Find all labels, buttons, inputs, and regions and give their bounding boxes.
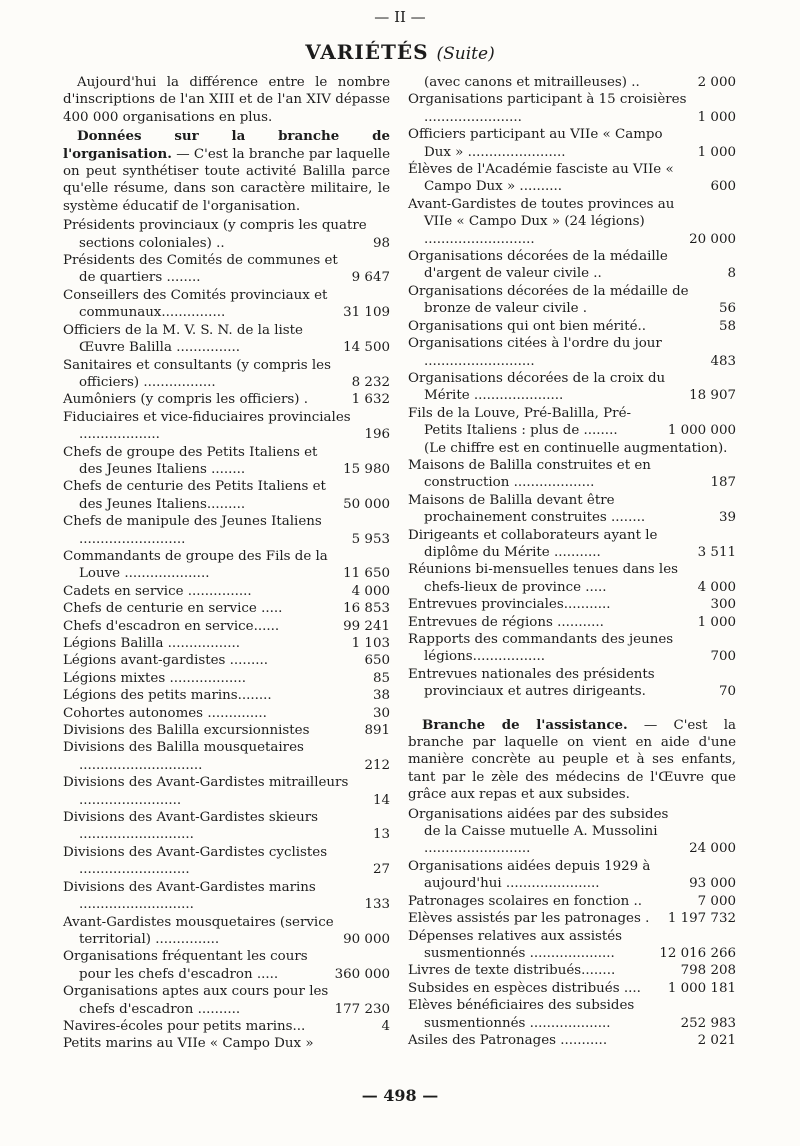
- item-value: 98: [372, 235, 390, 251]
- page-title: [0, 40, 800, 64]
- item-label: Cohortes autonomes ..............: [63, 705, 267, 721]
- statistics-list-right: [408, 74, 736, 701]
- item-label: Chefs de centurie des Petits Italiens et des Jeunes Italiens.........: [63, 479, 326, 512]
- item-value: 4 000: [697, 579, 736, 595]
- item-value: 38: [372, 688, 390, 704]
- list-item: [408, 161, 736, 196]
- item-label: Fiduciaires et vice-fiduciaires provinciales ...................: [63, 409, 351, 443]
- list-item: [63, 478, 390, 513]
- list-item: [408, 370, 736, 405]
- item-label: Conseillers des Comités provinciaux et communaux...............: [63, 287, 328, 321]
- section-text-assistance: — C'est la branche par laquelle on vient en aide d'une manière concrète au peuple et à ses enfants, tant par le zèle des médecins de l'Œuvre que grâce aux repas et aux subsides.: [408, 717, 736, 803]
- item-value: 31 109: [343, 305, 390, 321]
- list-item: [408, 910, 736, 927]
- item-label: (Le chiffre est en continuelle augmentation).: [424, 440, 728, 456]
- item-label: Divisions des Avant-Gardistes skieurs ...........................: [63, 810, 318, 843]
- list-item: [408, 126, 736, 161]
- running-header: — II —: [374, 8, 426, 26]
- item-value: 1 000: [697, 109, 736, 125]
- item-label: Sanitaires et consultants (y compris les officiers) .................: [63, 357, 331, 390]
- list-item: [63, 600, 390, 617]
- item-label: Elèves bénéficiaires des subsides susmentionnés ...................: [408, 998, 635, 1031]
- item-value: 8: [727, 266, 736, 282]
- list-item: [63, 618, 390, 635]
- item-value: 5 953: [351, 531, 390, 547]
- list-item: [63, 217, 390, 252]
- item-label: Elèves assistés par les patronages .: [408, 911, 650, 927]
- item-label: Rapports des commandants des jeunes légions.................: [408, 632, 674, 665]
- item-label: Organisations participant à 15 croisières .......................: [408, 92, 687, 125]
- item-value: 99 241: [343, 618, 390, 634]
- item-label: Cadets en service ...............: [63, 583, 252, 599]
- item-label: Entrevues nationales des présidents provinciaux et autres dirigeants.: [408, 666, 655, 700]
- list-item: [63, 391, 390, 408]
- item-value: 300: [710, 597, 736, 613]
- left-column: [63, 74, 390, 1053]
- right-column: [408, 74, 736, 1049]
- list-item: [408, 980, 736, 997]
- item-value: 85: [372, 670, 390, 686]
- item-label: Entrevues provinciales...........: [408, 597, 611, 613]
- item-value: 650: [364, 653, 390, 669]
- list-item: [408, 335, 736, 370]
- list-item: [63, 722, 390, 739]
- item-label: Chefs de centurie en service .....: [63, 601, 283, 617]
- list-item: [63, 774, 390, 809]
- item-value: 891: [364, 723, 390, 739]
- list-item: [408, 596, 736, 613]
- list-item: [63, 670, 390, 687]
- item-value: 27: [372, 862, 390, 878]
- item-value: 4: [381, 1018, 390, 1034]
- list-item: [63, 1018, 390, 1035]
- item-label: Petits marins au VIIe « Campo Dux »: [63, 1036, 314, 1052]
- item-label: Organisations aidées par des subsides de la Caisse mutuelle A. Mussolini .........................: [408, 806, 669, 857]
- statistics-list-assistance: [408, 806, 736, 1050]
- item-value: 16 853: [343, 601, 390, 617]
- list-item: [408, 74, 736, 91]
- item-value: 1 103: [351, 636, 390, 651]
- item-value: 2 000: [697, 75, 736, 90]
- item-value: 360 000: [334, 966, 390, 982]
- list-item: [408, 631, 736, 666]
- list-item: [63, 635, 390, 652]
- title-subtitle: (Suite): [436, 44, 495, 64]
- list-item: [408, 858, 736, 893]
- item-value: 196: [364, 427, 390, 443]
- item-value: 187: [710, 475, 736, 491]
- item-value: 58: [718, 318, 736, 334]
- item-value: 9 647: [351, 270, 390, 286]
- item-label: Navires-écoles pour petits marins...: [63, 1018, 306, 1034]
- section-paragraph-organisation: [63, 128, 390, 215]
- item-value: 1 197 732: [667, 911, 736, 927]
- item-value: 1 632: [351, 392, 390, 408]
- list-item: [408, 248, 736, 283]
- title-main: VARIÉTÉS: [305, 40, 429, 64]
- item-label: Chefs d'escadron en service......: [63, 618, 280, 634]
- list-item: [408, 1032, 736, 1049]
- item-label: Présidents des Comités de communes et de quartiers ........: [63, 253, 338, 286]
- list-item: [408, 283, 736, 318]
- item-label: Dépenses relatives aux assistés susmentionnés ....................: [408, 928, 623, 961]
- section-heading-assistance: Branche de l'assistance.: [422, 716, 628, 733]
- list-item: [63, 444, 390, 479]
- page-number: — 498 —: [361, 1086, 439, 1105]
- item-label: Dirigeants et collaborateurs ayant le diplôme du Mérite ...........: [408, 527, 658, 560]
- item-label: Officiers participant au VIIe « Campo Dux » .......................: [408, 127, 663, 160]
- item-value: 24 000: [689, 841, 736, 857]
- item-value: 4 000: [351, 583, 390, 599]
- item-value: 798 208: [680, 963, 736, 979]
- list-item: [63, 879, 390, 914]
- item-label: Divisions des Avant-Gardistes mitrailleurs ........................: [63, 775, 349, 808]
- item-label: Élèves de l'Académie fasciste au VIIe « Campo Dux » ..........: [408, 162, 674, 195]
- statistics-list-left: [63, 217, 390, 1053]
- item-value: 177 230: [334, 1001, 390, 1017]
- item-label: Divisions des Avant-Gardistes cyclistes ..........................: [63, 844, 328, 878]
- list-item: [63, 809, 390, 844]
- item-label: Fils de la Louve, Pré-Balilla, Pré-Petits Italiens : plus de ........: [408, 405, 632, 439]
- item-label: Présidents provinciaux (y compris les quatre sections coloniales) ..: [63, 218, 367, 251]
- item-label: Patronages scolaires en fonction ..: [408, 893, 642, 909]
- list-item: [408, 614, 736, 631]
- item-label: Organisations citées à l'ordre du jour ..........................: [408, 336, 662, 369]
- item-value: 1 000 181: [667, 980, 736, 996]
- item-value: 14 500: [343, 340, 390, 356]
- list-item: [408, 405, 736, 440]
- item-label: Organisations décorées de la médaille de bronze de valeur civile .: [408, 283, 689, 317]
- list-item: [408, 997, 736, 1032]
- item-label: Organisations aidées depuis 1929 à aujourd'hui ......................: [408, 858, 651, 892]
- list-item: [408, 806, 736, 858]
- item-label: Chefs de groupe des Petits Italiens et des Jeunes Italiens ........: [63, 444, 318, 477]
- item-value: 20 000: [689, 231, 736, 247]
- item-label: Divisions des Avant-Gardistes marins ...........................: [63, 879, 316, 913]
- item-label: Livres de texte distribués........: [408, 963, 616, 979]
- list-item: [63, 652, 390, 669]
- item-label: Divisions des Balilla excursionnistes: [63, 723, 310, 739]
- item-label: Organisations aptes aux cours pour les chefs d'escadron ..........: [63, 984, 329, 1017]
- item-label: Maisons de Balilla devant être prochainement construites ........: [408, 492, 646, 526]
- item-value: 2 021: [697, 1032, 736, 1048]
- item-value: 15 980: [343, 461, 390, 477]
- item-value: 1 000 000: [667, 423, 736, 439]
- item-label: Légions mixtes ..................: [63, 670, 247, 686]
- item-label: Maisons de Balilla construites et en construction ...................: [408, 457, 651, 491]
- list-item: [63, 948, 390, 983]
- list-item: [408, 457, 736, 492]
- item-label: Avant-Gardistes mousquetaires (service territorial) ...............: [63, 914, 334, 947]
- list-item: [408, 962, 736, 979]
- item-value: 90 000: [343, 931, 390, 947]
- item-value: 18 907: [689, 388, 736, 404]
- section-paragraph-assistance: [408, 717, 736, 804]
- item-value: 39: [718, 510, 736, 526]
- list-item: [63, 914, 390, 949]
- list-item: [408, 492, 736, 527]
- item-value: 212: [364, 757, 390, 773]
- section-heading-organisation: Données sur la branche de l'organisation.: [63, 128, 390, 162]
- item-label: Légions avant-gardistes .........: [63, 653, 268, 669]
- item-label: Organisations décorées de la médaille d'argent de valeur civile ..: [408, 249, 668, 282]
- list-item: [63, 513, 390, 548]
- list-item: [63, 583, 390, 600]
- item-value: 8 232: [351, 374, 390, 390]
- item-value: 14: [372, 792, 390, 808]
- list-item: [63, 844, 390, 879]
- item-value: 700: [710, 649, 736, 665]
- item-label: Avant-Gardistes de toutes provinces au VIIe « Campo Dux » (24 légions) ..........................: [408, 196, 675, 247]
- item-value: 3 511: [697, 544, 736, 560]
- item-label: Subsides en espèces distribués ....: [408, 980, 641, 996]
- list-item: [408, 666, 736, 701]
- item-label: Légions Balilla .................: [63, 636, 241, 651]
- item-label: Entrevues de régions ...........: [408, 614, 604, 630]
- item-label: Légions des petits marins........: [63, 688, 272, 704]
- list-item: [408, 440, 736, 457]
- list-item: [63, 705, 390, 722]
- item-value: 56: [718, 301, 736, 317]
- list-item: [408, 91, 736, 126]
- item-value: 1 000: [697, 144, 736, 160]
- item-value: 600: [710, 179, 736, 195]
- item-value: 483: [710, 353, 736, 369]
- item-label: Commandants de groupe des Fils de la Louve ....................: [63, 548, 328, 582]
- list-item: [63, 409, 390, 444]
- list-item: [63, 357, 390, 392]
- item-value: 133: [364, 897, 390, 913]
- list-item: [408, 561, 736, 596]
- list-item: [408, 196, 736, 248]
- item-value: 93 000: [689, 876, 736, 892]
- list-item: [408, 318, 736, 335]
- item-label: Réunions bi-mensuelles tenues dans les chefs-lieux de province .....: [408, 562, 679, 595]
- item-label: Chefs de manipule des Jeunes Italiens .........................: [63, 514, 322, 547]
- item-value: 30: [372, 705, 390, 721]
- item-value: 11 650: [343, 566, 390, 582]
- item-label: Aumôniers (y compris les officiers) .: [63, 392, 309, 408]
- list-item: [63, 983, 390, 1018]
- list-item: [63, 687, 390, 704]
- item-label: Asiles des Patronages ...........: [408, 1032, 608, 1048]
- list-item: [63, 322, 390, 357]
- item-value: 50 000: [343, 496, 390, 512]
- item-label: (avec canons et mitrailleuses) ..: [424, 75, 640, 90]
- item-label: Divisions des Balilla mousquetaires .............................: [63, 740, 304, 773]
- item-value: 13: [372, 827, 390, 843]
- list-item: [408, 928, 736, 963]
- list-item: [63, 1035, 390, 1052]
- list-item: [63, 287, 390, 322]
- list-item: [63, 548, 390, 583]
- list-item: [408, 893, 736, 910]
- item-value: 1 000: [697, 614, 736, 630]
- item-value: 12 016 266: [659, 945, 736, 961]
- list-item: [408, 527, 736, 562]
- item-label: Officiers de la M. V. S. N. de la liste Œuvre Balilla ...............: [63, 322, 303, 356]
- intro-paragraph: Aujourd'hui la différence entre le nombre d'inscriptions de l'an XIII et de l'an XIV dépasse 400 000 organisations en plus.: [63, 75, 390, 125]
- item-value: 252 983: [680, 1015, 736, 1031]
- item-value: 70: [718, 684, 736, 700]
- item-label: Organisations qui ont bien mérité..: [408, 318, 647, 334]
- item-label: Organisations décorées de la croix du Mérite .....................: [408, 370, 666, 404]
- list-item: [63, 252, 390, 287]
- item-label: Organisations fréquentant les cours pour les chefs d'escadron .....: [63, 949, 308, 982]
- list-item: [63, 739, 390, 774]
- item-value: 7 000: [697, 893, 736, 909]
- section-text-organisation: — C'est la branche par laquelle on peut synthétiser toute activité Balilla parce qu'elle résume, dans son caractère militaire, le système éducatif de l'organisation.: [63, 146, 390, 214]
